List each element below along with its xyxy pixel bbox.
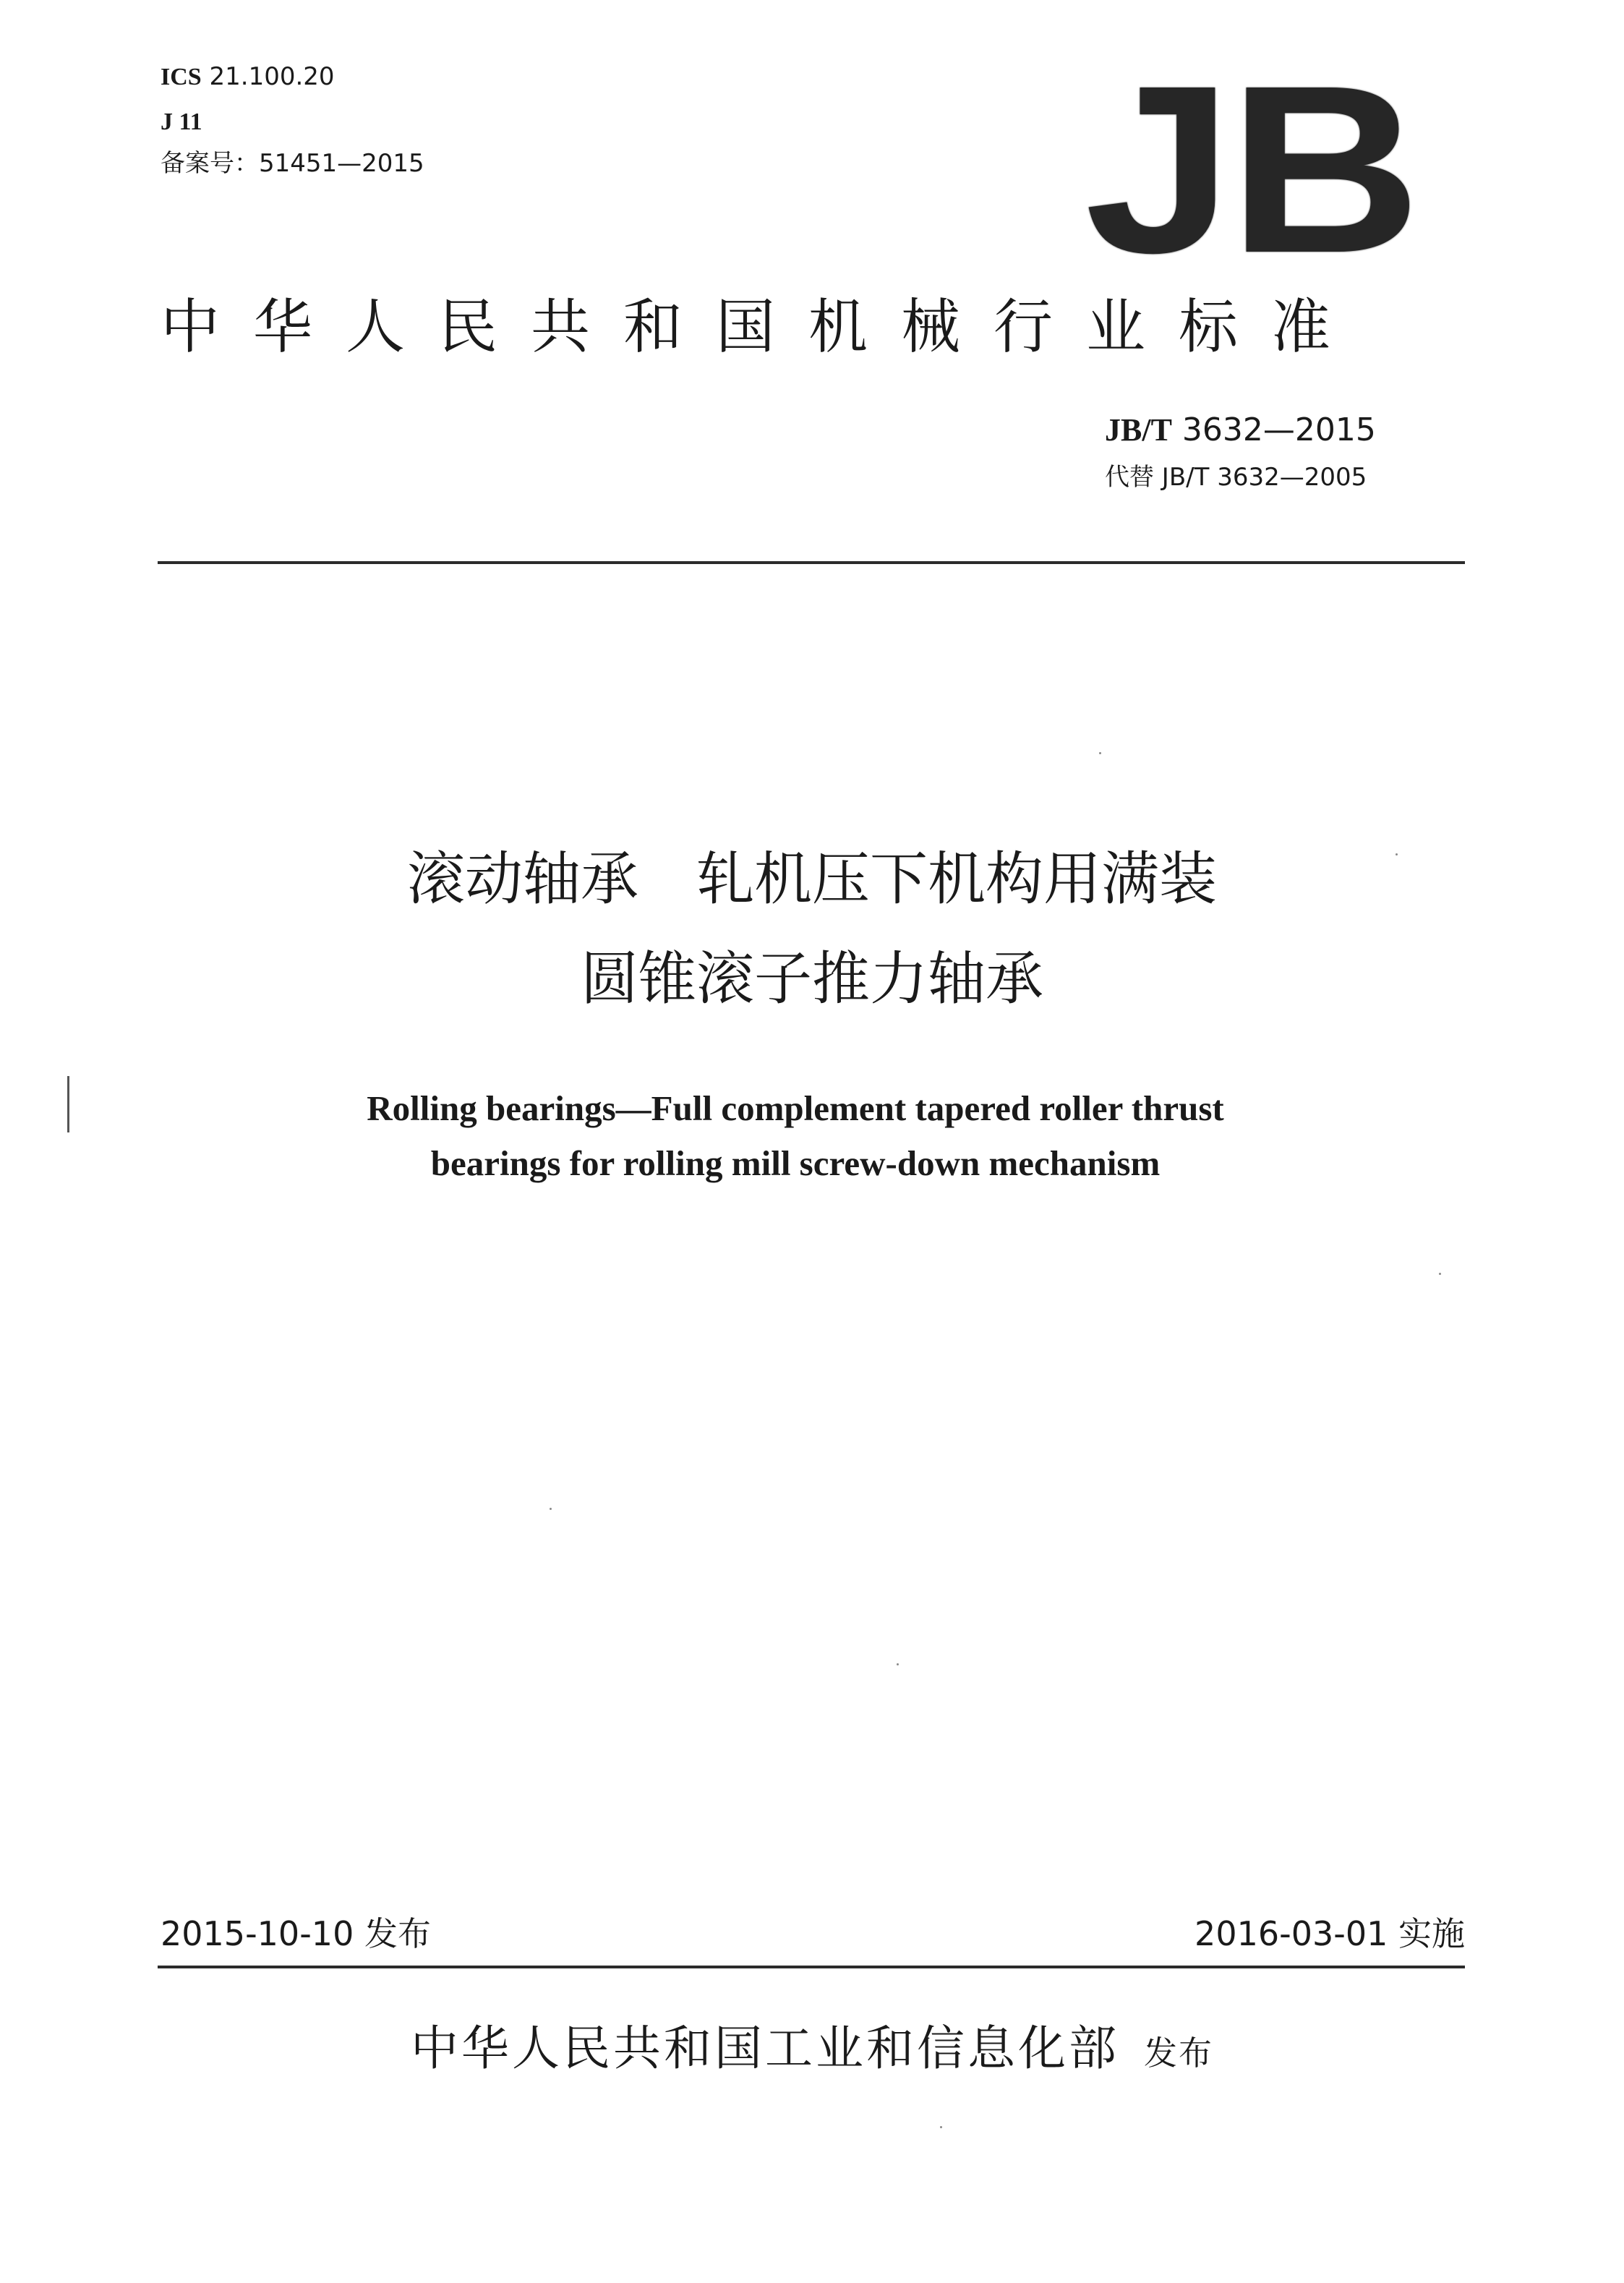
header-divider bbox=[158, 561, 1465, 564]
standard-code bbox=[1105, 410, 1376, 451]
scan-speck bbox=[550, 1508, 552, 1510]
filing-number bbox=[161, 149, 424, 178]
issuer-name: 中华人民共和国工业和信息化部 bbox=[411, 2020, 1119, 2076]
ics-number: 21.100.20 bbox=[209, 62, 335, 91]
implementation-date: 2016-03-01 实施 bbox=[1195, 1914, 1465, 1953]
scan-speck bbox=[897, 1663, 899, 1665]
ics-prefix: ICS bbox=[161, 64, 202, 90]
ics-code bbox=[161, 62, 335, 92]
scan-speck bbox=[1396, 853, 1398, 855]
filing-label: 备案号： bbox=[161, 149, 259, 178]
document-title-en-line-2: bearings for rolling mill screw-down mechanism bbox=[430, 1143, 1161, 1183]
footer-divider bbox=[158, 1966, 1465, 1968]
issuing-authority bbox=[0, 2016, 1624, 2086]
issuer-suffix: 发布 bbox=[1144, 2034, 1213, 2073]
scan-speck bbox=[1099, 752, 1101, 754]
document-title-cn-line-2: 圆锥滚子推力轴承 bbox=[581, 945, 1043, 1012]
replaces-standard: 代替 JB/T 3632—2005 bbox=[1105, 463, 1367, 492]
scan-speck bbox=[1439, 1273, 1441, 1275]
standard-title: 中华人民共和国机械行业标准 bbox=[161, 293, 1364, 362]
standard-code-prefix: JB/T bbox=[1105, 412, 1172, 448]
document-title-cn-line-1: 滚动轴承 轧机压下机构用满装 bbox=[407, 845, 1217, 913]
category-code bbox=[161, 107, 202, 137]
scan-speck bbox=[940, 2126, 942, 2128]
issue-date: 2015-10-10 发布 bbox=[161, 1914, 431, 1953]
filing-number-value: 51451—2015 bbox=[259, 149, 424, 178]
standard-code-number: 3632—2015 bbox=[1181, 411, 1376, 448]
document-title-en-line-1: Rolling bearings—Full complement tapered roller thrust bbox=[367, 1088, 1224, 1128]
jb-logo: JB bbox=[1085, 35, 1417, 302]
category-code-text: J 11 bbox=[161, 108, 202, 135]
